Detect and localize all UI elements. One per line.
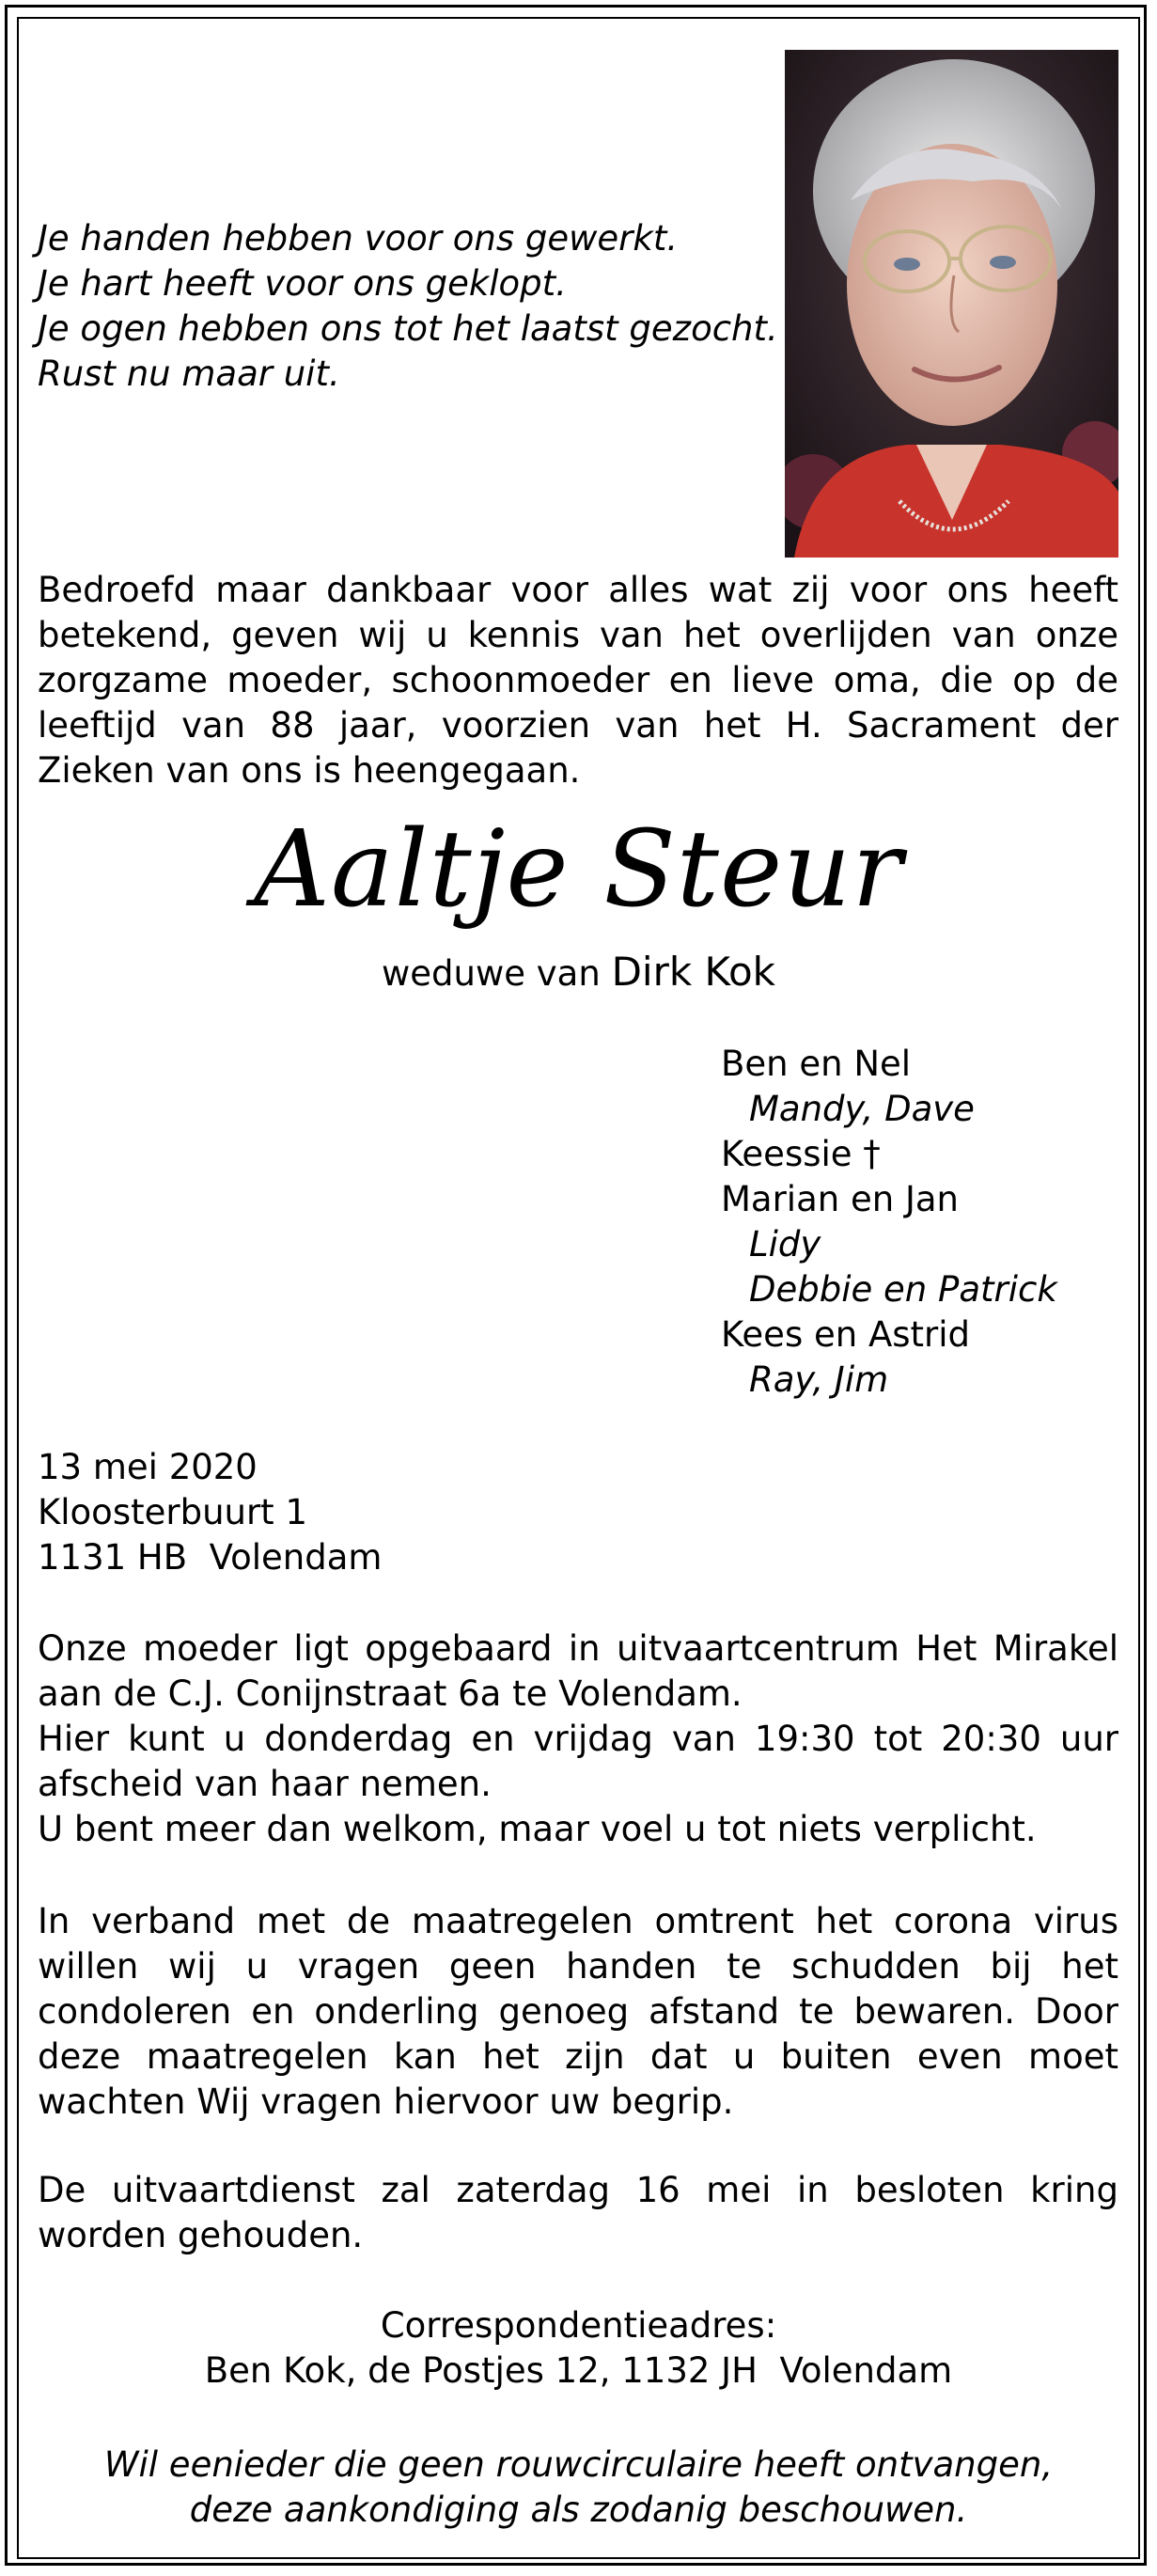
- family-member: Ben en Nel: [721, 1044, 912, 1084]
- announcement-intro: Bedroefd maar dankbaar voor alles wat zij voor ons heeft betekend, geven wij u kennis van het overlijden van onze zorgzame moeder, schoonmoeder en lieve oma, die op de leeftijd van 88 jaar, voorzien van het H. Sacrament der Zieken van ons is heengegaan.: [38, 570, 1118, 791]
- poem-line: Je handen hebben voor ons gewerkt.: [38, 218, 679, 259]
- funeral-paragraph: De uitvaartdienst zal zaterdag 16 mei in besloten kring worden gehouden.: [38, 2170, 1118, 2255]
- widow-prefix: weduwe van: [382, 953, 601, 994]
- closing-line: Wil eenieder die geen rouwcirculaire heeft ontvangen,: [103, 2444, 1054, 2485]
- poem-line: Rust nu maar uit.: [38, 353, 340, 394]
- grandchildren: Lidy: [749, 1224, 821, 1264]
- grandchildren: Ray, Jim: [749, 1359, 889, 1400]
- viewing-line: U bent meer dan welkom, maar voel u tot niets verplicht.: [38, 1809, 1037, 1849]
- grandchildren: Mandy, Dave: [749, 1089, 975, 1129]
- correspondence-label: Correspondentieadres:: [380, 2305, 777, 2346]
- widow-line: [0, 950, 1157, 997]
- portrait-photo: [785, 50, 1118, 558]
- poem-line: Je hart heeft voor ons geklopt.: [38, 263, 567, 304]
- date: 13 mei 2020: [38, 1447, 258, 1487]
- closing-line: deze aankondiging als zodanig beschouwen.: [189, 2490, 968, 2530]
- viewing-line: Hier kunt u donderdag en vrijdag van 19:30 tot 20:30 uur afscheid van haar nemen.: [38, 1719, 1118, 1804]
- viewing-line: Onze moeder ligt opgebaard in uitvaartcentrum Het Mirakel aan de C.J. Conijnstraat 6a te Volendam.: [38, 1628, 1118, 1714]
- poem: [38, 216, 778, 397]
- family-list: [721, 1042, 1057, 1403]
- viewing-paragraph: [38, 1626, 1118, 1852]
- closing-note: [0, 2442, 1157, 2533]
- deceased-name: Aaltje Steur: [254, 809, 903, 931]
- family-member: Kees en Astrid: [721, 1314, 971, 1355]
- correspondence-address: [0, 2303, 1157, 2394]
- portrait-illustration: [785, 50, 1118, 558]
- poem-line: Je ogen hebben ons tot het laatst gezocht.: [38, 308, 778, 349]
- correspondence-value: Ben Kok, de Postjes 12, 1132 JH Volendam: [204, 2350, 953, 2391]
- family-member: Marian en Jan: [721, 1179, 959, 1219]
- street: Kloosterbuurt 1: [38, 1492, 307, 1532]
- widow-name: Dirk Kok: [611, 949, 775, 995]
- family-member: Keessie †: [721, 1134, 881, 1174]
- date-and-address: [38, 1445, 382, 1580]
- corona-paragraph: In verband met de maatregelen omtrent het corona virus willen wij u vragen geen handen te schudden bij het condoleren en onderling genoeg afstand te bewaren. Door deze maatregelen kan het zijn dat u buiten even moet wachten Wij vragen hiervoor uw begrip.: [38, 1901, 1118, 2122]
- grandchildren: Debbie en Patrick: [749, 1269, 1057, 1310]
- postal-city: 1131 HB Volendam: [38, 1537, 383, 1578]
